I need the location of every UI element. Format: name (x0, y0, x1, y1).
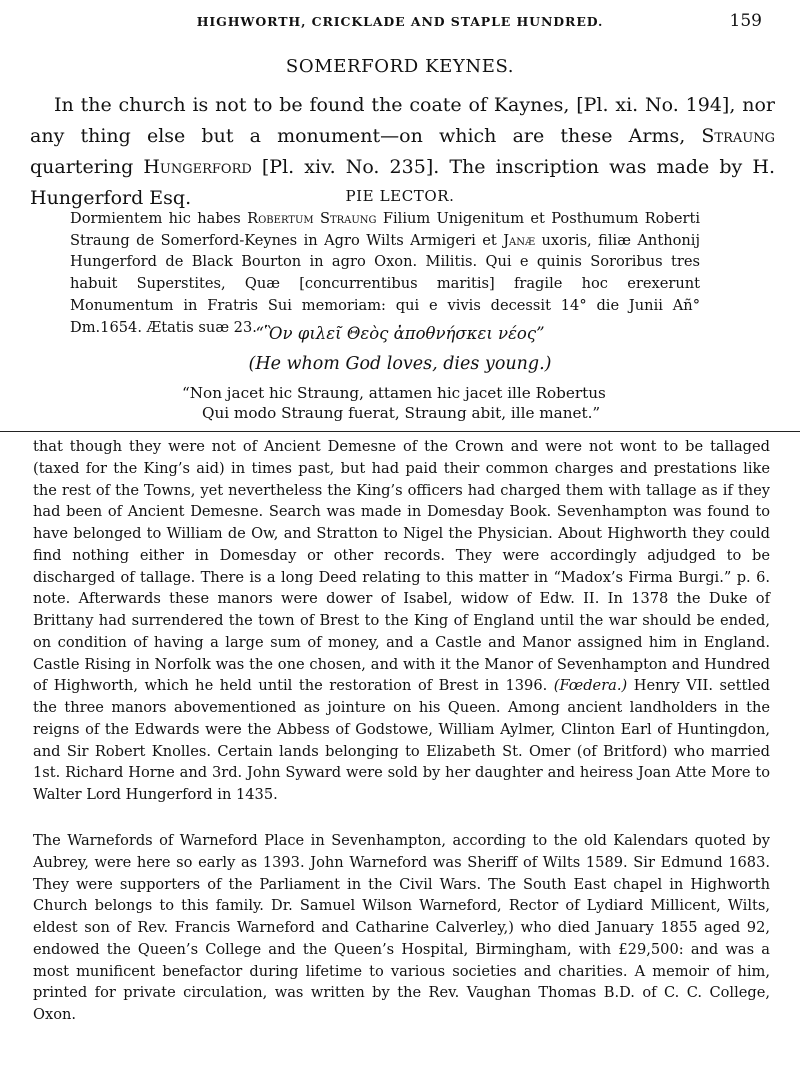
intro-straung: Straung (701, 125, 775, 147)
epitaph-janae: Janæ (503, 231, 536, 249)
section-title: SOMERFORD KEYNES. (285, 56, 515, 77)
epitaph-text-1: Dormientem hic habes (70, 210, 248, 227)
body-paragraph-2: The Warnefords of Warneford Place in Sevenhampton, according to the old Kalendars quoted by Aubrey, were here so early as 1393. John Warneford was Sheriff of Wilts 1589. Sir Edmund 1683. They were supporters of the Parliament in the Civil Wars. The South East chapel in Highworth Church belongs to this family. Dr. Samuel Wilson Warneford, Rector of Lydiard Millicent, Wilts, eldest son of Rev. Francis Warneford and Catharine Calverley,) who died January 1855 aged 92, endowed the Queen’s College and the Queen’s Hospital, Birmingham, with £29,500: and was a most munificent benefactor during lifetime to various societies and charities. A memoir of him, printed for private circulation, was written by the Rev. Vaughan Thomas B.D. of C. C. College, Oxon. (33, 832, 770, 1023)
running-title: HIGHWORTH, CRICKLADE AND STAPLE HUNDRED. (196, 14, 604, 29)
intro-text-1: In the church is not to be found the coate of Kaynes, [Pl. xi. No. 194], nor any thing else but a monument—on which are these Arms, (30, 94, 775, 147)
epitaph-text-3: uxoris, filiæ Anthonij Hungerford de Black Bourton in agro Oxon. Militis. Qui e quinis Sororibus tres habuit Superstites, Quæ [concurrentibus maritis] fragile hoc erexerunt Monumentum in Fratris Sui memoriam: qui e vivis decessit 14° die Junii Añ° Dm.1654. Ætatis suæ 23. (70, 231, 700, 336)
latin-verse (182, 384, 606, 423)
page-number: 159 (729, 11, 762, 31)
greek-quote: “Ὃν φιλεῖ Θεὸς ἀποθνήσκει νέος” (255, 324, 545, 343)
body-para1-text-2: Henry VII. settled the three manors abovementioned as jointure on his Queen. Among ancient landholders in the reigns of the Edwards were the Abbess of Godstowe, William Aylmer, Clinton Earl of Huntingdon, and Sir Robert Knolles. Certain lands belonging to Elizabeth St. Omer (of Britford) who married 1st. Richard Horne and 3rd. John Syward were sold by her daughter and heiress Joan Atte More to Walter Lord Hungerford in 1435. (33, 677, 770, 803)
epitaph-robertum-straung: Robertum Straung (247, 210, 377, 227)
intro-hungerford: Hungerford (143, 156, 252, 178)
pie-lector-heading: PIE LECTOR. (345, 187, 455, 205)
body-para1-text-1: that though they were not of Ancient Demesne of the Crown and were not wont to be tallaged (taxed for the King’s aid) in times past, but had paid their common charges and prestations like the rest of the Towns, yet nevertheless the King’s officers had charged them with tallage as if they had been of Ancient Demesne. Search was made in Domesday Book. Sevenhampton was found to have belonged to William de Ow, and Stratton to Nigel the Physician. About Highworth they could find nothing either in Domesday or other records. They were accordingly adjudged to be discharged of tallage. There is a long Deed relating to this matter in “Madox’s Firma Burgi.” p. 6. note. Afterwards these manors were dower of Isabel, widow of Edw. II. In 1378 the Duke of Brittany had surrendered the town of Brest to the King of England until the war should be ended, on condition of having a large sum of money, and a Castle and Manor assigned him in England. Castle Rising in Norfolk was the one chosen, and with it the Manor of Sevenhampton and Hundred of Highworth, which he held until the restoration of Brest in 1396. (33, 438, 770, 695)
epitaph-inscription (70, 208, 700, 338)
body-para1-foedera: (Fœdera.) (553, 677, 628, 695)
body-paragraph-1 (33, 436, 770, 806)
intro-text-3: [Pl. xiv. No. 235]. The inscription was made by H. Hungerford Esq. (30, 156, 775, 209)
epitaph-text-2: Filium Unigenitum et Posthumum Roberti Straung de Somerford-Keynes in Agro Wilts Armigeri et (70, 210, 701, 249)
verse-line-1: “Non jacet hic Straung, attamen hic jacet ille Robertus (182, 384, 606, 402)
intro-text-2: quartering (30, 156, 144, 178)
verse-line-2: Qui modo Straung fuerat, Straung abit, ille manet.” (202, 403, 601, 422)
running-header (30, 11, 770, 36)
horizontal-divider (0, 431, 800, 432)
translation-line: (He whom God loves, dies young.) (248, 354, 552, 374)
